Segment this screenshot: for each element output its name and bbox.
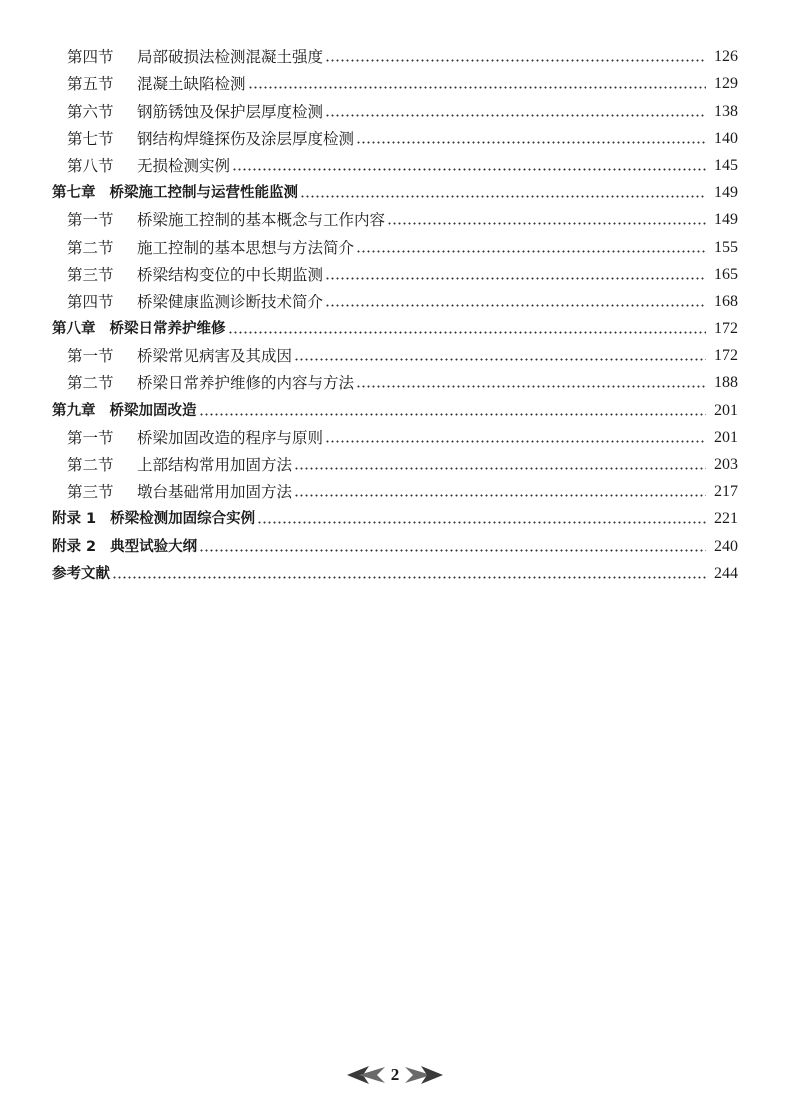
section-number: 第五节 bbox=[67, 75, 114, 94]
page-number: 221 bbox=[714, 510, 738, 528]
section-number: 第三节 bbox=[67, 265, 114, 284]
page-number: 172 bbox=[714, 320, 738, 338]
toc-appendix[interactable] bbox=[52, 529, 738, 556]
toc-entry[interactable] bbox=[52, 122, 738, 149]
dot-leader bbox=[228, 331, 707, 334]
page-number: 188 bbox=[714, 374, 738, 392]
chapter-title: 桥梁日常养护维修 bbox=[109, 321, 226, 338]
section-number: 第二节 bbox=[67, 238, 114, 257]
toc-entry[interactable] bbox=[52, 203, 738, 230]
page-number: 240 bbox=[714, 537, 738, 555]
toc-chapter[interactable] bbox=[52, 312, 738, 339]
dot-leader bbox=[294, 467, 706, 470]
dot-leader bbox=[257, 521, 706, 524]
entry-title: 桥梁健康监测诊断技术简介 bbox=[137, 292, 324, 311]
toc-entry[interactable] bbox=[52, 366, 738, 393]
page-number: 217 bbox=[714, 483, 738, 501]
page-number: 138 bbox=[714, 102, 738, 120]
section-number: 第一节 bbox=[67, 211, 114, 230]
page-number: 201 bbox=[714, 401, 738, 419]
toc-entry[interactable] bbox=[52, 230, 738, 257]
entry-title: 钢结构焊缝探伤及涂层厚度检测 bbox=[137, 129, 355, 148]
dot-leader bbox=[232, 168, 706, 171]
entry-title: 桥梁加固改造的程序与原则 bbox=[137, 428, 324, 447]
appendix-number: 附录 1 bbox=[52, 511, 97, 528]
footer-page-number: 2 bbox=[390, 1065, 400, 1084]
toc-chapter[interactable] bbox=[52, 393, 738, 420]
section-number: 第三节 bbox=[67, 483, 114, 502]
dot-leader bbox=[199, 413, 707, 416]
references-title: 参考文献 bbox=[52, 565, 110, 582]
appendix-title: 典型试验大纲 bbox=[110, 538, 198, 555]
section-number: 第二节 bbox=[67, 456, 114, 474]
toc-entry[interactable] bbox=[52, 94, 738, 121]
toc-entry[interactable] bbox=[52, 421, 738, 448]
page-number: 126 bbox=[714, 48, 738, 66]
dot-leader bbox=[325, 277, 706, 280]
dot-leader bbox=[300, 195, 706, 198]
entry-title: 钢筋锈蚀及保护层厚度检测 bbox=[137, 102, 324, 121]
toc-references[interactable] bbox=[52, 557, 738, 584]
page-number: 155 bbox=[714, 238, 738, 256]
dot-leader bbox=[248, 86, 706, 89]
chapter-title: 桥梁加固改造 bbox=[109, 402, 197, 419]
toc-entry[interactable] bbox=[52, 40, 738, 67]
entry-title: 混凝土缺陷检测 bbox=[137, 75, 246, 94]
toc-entry[interactable] bbox=[52, 149, 738, 176]
page-number: 244 bbox=[714, 564, 738, 582]
page-number: 168 bbox=[714, 292, 738, 310]
dot-leader bbox=[294, 494, 706, 497]
toc-entry[interactable] bbox=[52, 339, 738, 366]
entry-title: 施工控制的基本思想与方法简介 bbox=[137, 238, 355, 257]
page-number: 172 bbox=[714, 347, 738, 365]
section-number: 第八节 bbox=[67, 156, 114, 175]
dot-leader bbox=[325, 440, 706, 443]
dot-leader bbox=[199, 549, 706, 552]
entry-title: 桥梁结构变位的中长期监测 bbox=[137, 265, 324, 284]
page-footer bbox=[0, 1062, 790, 1088]
toc-entry[interactable] bbox=[52, 258, 738, 285]
page-number: 129 bbox=[714, 75, 738, 93]
entry-title: 桥梁日常养护维修的内容与方法 bbox=[137, 374, 355, 393]
entry-title: 无损检测实例 bbox=[137, 156, 231, 175]
entry-title: 桥梁常见病害及其成因 bbox=[137, 347, 293, 366]
section-number: 第一节 bbox=[67, 347, 114, 366]
dot-leader bbox=[112, 576, 706, 579]
dot-leader bbox=[356, 250, 706, 253]
dot-leader bbox=[325, 114, 706, 117]
section-number: 第二节 bbox=[67, 374, 114, 393]
toc-entry[interactable] bbox=[52, 285, 738, 312]
page-number: 165 bbox=[714, 265, 738, 283]
page-number: 149 bbox=[714, 211, 738, 229]
toc-chapter[interactable] bbox=[52, 176, 738, 203]
dot-leader bbox=[325, 59, 706, 62]
entry-title: 上部结构常用加固方法 bbox=[137, 456, 293, 474]
chapter-title: 桥梁施工控制与运营性能监测 bbox=[109, 185, 298, 202]
entry-title: 桥梁施工控制的基本概念与工作内容 bbox=[137, 211, 386, 230]
section-number: 第一节 bbox=[67, 428, 114, 447]
toc-appendix[interactable] bbox=[52, 502, 738, 529]
page-number: 203 bbox=[714, 456, 738, 473]
chapter-number: 第九章 bbox=[52, 402, 96, 419]
page-number: 201 bbox=[714, 428, 738, 446]
toc-entry[interactable] bbox=[52, 448, 738, 475]
appendix-number: 附录 2 bbox=[52, 538, 97, 555]
table-of-contents bbox=[52, 40, 738, 584]
section-number: 第七节 bbox=[67, 129, 114, 148]
section-number: 第四节 bbox=[67, 48, 114, 67]
dot-leader bbox=[325, 304, 706, 307]
page-number: 149 bbox=[714, 184, 738, 202]
dot-leader bbox=[356, 385, 706, 388]
section-number: 第六节 bbox=[67, 102, 114, 121]
double-left-arrow-icon bbox=[347, 1066, 385, 1084]
page-number: 145 bbox=[714, 156, 738, 174]
dot-leader bbox=[387, 222, 706, 225]
dot-leader bbox=[294, 358, 706, 361]
toc-entry[interactable] bbox=[52, 475, 738, 502]
chapter-number: 第七章 bbox=[52, 185, 96, 202]
section-number: 第四节 bbox=[67, 292, 114, 311]
entry-title: 局部破损法检测混凝土强度 bbox=[137, 48, 324, 67]
entry-title: 墩台基础常用加固方法 bbox=[137, 483, 293, 502]
double-right-arrow-icon bbox=[405, 1066, 443, 1084]
dot-leader bbox=[356, 141, 706, 144]
page-number: 140 bbox=[714, 129, 738, 147]
toc-entry[interactable] bbox=[52, 67, 738, 94]
chapter-number: 第八章 bbox=[52, 321, 96, 338]
appendix-title: 桥梁检测加固综合实例 bbox=[110, 511, 256, 528]
